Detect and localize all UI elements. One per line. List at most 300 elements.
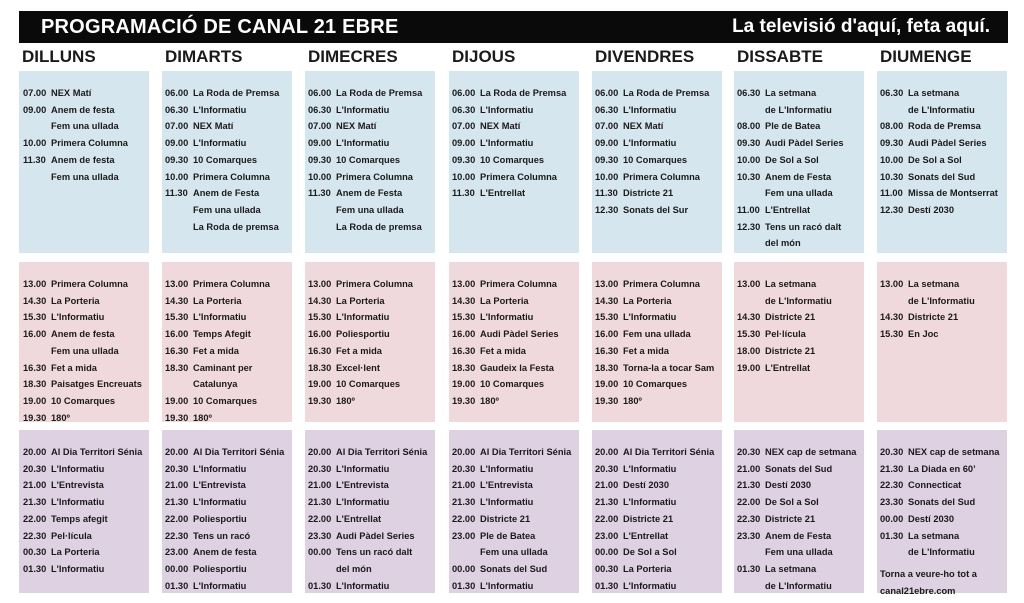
program-entry — [880, 185, 1007, 202]
program-title: Tens un racó dalt — [336, 547, 413, 558]
program-time — [308, 561, 336, 578]
program-entry — [737, 477, 864, 494]
afternoon-block — [877, 262, 1007, 422]
program-title: L'Informatiu — [193, 312, 247, 323]
program-title: L'Informatiu — [480, 104, 534, 115]
program-title: La setmana — [765, 279, 817, 289]
program-entry — [308, 444, 435, 461]
program-title: La Porteria — [51, 295, 100, 306]
program-time: 09.00 — [165, 138, 189, 149]
program-entry — [880, 202, 1007, 219]
program-title: L'Informatiu — [480, 580, 534, 591]
program-time: 11.30 — [308, 188, 331, 199]
morning-block — [162, 71, 292, 253]
program-entry — [737, 102, 864, 119]
program-time: 07.00 — [308, 121, 332, 132]
program-title: Anem de festa — [51, 154, 115, 165]
program-title: Ple de Batea — [480, 530, 536, 541]
program-entry — [308, 561, 435, 578]
program-title: L'Informatiu — [623, 497, 677, 508]
program-entry — [880, 326, 1007, 343]
program-title: NEX Matí — [623, 121, 664, 132]
program-entry — [452, 578, 579, 595]
program-title: Fem una ullada — [623, 329, 691, 340]
program-entry — [595, 360, 722, 377]
program-title: Sonats del Sud — [908, 497, 976, 508]
program-title: L'Entrellat — [765, 362, 811, 373]
program-title: de L'Informatiu — [908, 547, 975, 558]
program-entry — [308, 544, 435, 561]
program-time: 06.30 — [308, 104, 332, 115]
program-title: Connecticat — [908, 480, 962, 491]
program-title: La Porteria — [623, 295, 672, 306]
morning-block — [734, 71, 864, 253]
program-title: NEX Matí — [336, 121, 377, 132]
program-time: 15.30 — [23, 312, 47, 323]
program-title: Pel·lícula — [51, 530, 92, 541]
program-time: 21.00 — [452, 480, 476, 491]
program-entry — [308, 102, 435, 119]
program-time: 19.30 — [308, 395, 332, 406]
program-time: 07.00 — [165, 121, 189, 132]
program-entry — [737, 169, 864, 186]
program-entry — [165, 393, 292, 410]
program-entry — [737, 444, 864, 461]
program-entry — [880, 152, 1007, 169]
program-time: 09.30 — [880, 138, 904, 149]
program-time: 16.30 — [308, 345, 332, 356]
program-time: 14.30 — [880, 312, 904, 323]
program-title: L'Informatiu — [480, 463, 534, 474]
program-title: 10 Comarques — [336, 154, 401, 165]
program-time: 13.00 — [737, 279, 761, 289]
program-entry — [452, 511, 579, 528]
program-time — [165, 219, 193, 236]
program-title: Fem una ullada — [765, 547, 833, 558]
program-time — [737, 185, 765, 202]
program-time: 14.30 — [595, 295, 619, 306]
program-time: 18.30 — [165, 362, 189, 373]
program-entry — [165, 544, 292, 561]
program-title: L'Entrevista — [336, 480, 389, 491]
program-entry — [880, 118, 1007, 135]
program-title: Temps afegit — [51, 513, 108, 524]
program-entry — [737, 326, 864, 343]
program-entry — [595, 118, 722, 135]
program-time: 10.30 — [880, 171, 904, 182]
program-title: Ple de Batea — [765, 121, 821, 132]
program-time: 13.00 — [308, 279, 332, 289]
program-time: 11.30 — [23, 154, 46, 165]
program-time: 01.30 — [308, 580, 332, 591]
program-entry — [23, 276, 149, 293]
program-title: Audi Pàdel Series — [336, 530, 415, 541]
afternoon-block — [305, 262, 435, 422]
program-time: 09.30 — [737, 138, 761, 149]
program-time: 15.30 — [308, 312, 332, 323]
program-title: Primera Columna — [336, 279, 413, 289]
program-entry — [165, 578, 292, 595]
program-time: 07.00 — [452, 121, 476, 132]
program-time: 00.00 — [880, 513, 904, 524]
program-time: 20.30 — [23, 463, 47, 474]
program-time: 13.00 — [880, 279, 904, 289]
program-entry — [308, 528, 435, 545]
program-title: Primera Columna — [336, 171, 413, 182]
program-time: 22.30 — [737, 513, 761, 524]
afternoon-block — [19, 262, 149, 422]
program-entry — [165, 135, 292, 152]
program-title: Anem de Festa — [336, 188, 403, 199]
program-title: L'Informatiu — [336, 138, 390, 149]
program-title: Paisatges Encreuats — [51, 379, 142, 390]
program-entry — [23, 360, 149, 377]
program-time: 11.30 — [165, 188, 188, 199]
program-title: L'Informatiu — [193, 138, 247, 149]
program-entry — [308, 461, 435, 478]
program-time: 15.30 — [165, 312, 189, 323]
program-time: 21.30 — [737, 480, 761, 491]
program-title: Destí 2030 — [908, 513, 954, 524]
program-entry — [737, 528, 864, 545]
program-title: Sonats del Sud — [908, 171, 976, 182]
program-time: 11.00 — [737, 204, 760, 215]
program-time: 21.00 — [23, 480, 47, 491]
program-title: Sonats del Sur — [623, 204, 689, 215]
program-entry — [452, 360, 579, 377]
program-title: La Porteria — [480, 295, 529, 306]
program-entry — [880, 85, 1007, 102]
evening-block — [592, 430, 722, 593]
program-title: L'Entrevista — [480, 480, 533, 491]
program-time: 14.30 — [308, 295, 332, 306]
program-entry — [23, 544, 149, 561]
afternoon-block — [449, 262, 579, 422]
program-entry — [452, 544, 579, 561]
program-time: 15.30 — [737, 329, 761, 340]
program-entry — [308, 152, 435, 169]
program-entry — [595, 444, 722, 461]
program-entry — [452, 376, 579, 393]
program-time: 06.30 — [737, 88, 761, 98]
program-time: 22.00 — [737, 497, 761, 508]
program-time: 10.00 — [165, 171, 189, 182]
program-title: Caminant per — [193, 362, 253, 373]
program-time: 11.30 — [595, 188, 618, 199]
program-time: 18.30 — [452, 362, 476, 373]
program-time: 18.30 — [23, 379, 47, 390]
program-time: 15.30 — [452, 312, 476, 323]
program-title: De Sol a Sol — [623, 547, 677, 558]
program-title: Fem una ullada — [480, 547, 548, 558]
program-entry — [452, 293, 579, 310]
program-title: La Roda de premsa — [193, 221, 279, 232]
program-time: 19.00 — [23, 395, 47, 406]
program-entry — [23, 494, 149, 511]
program-time: 13.00 — [23, 279, 47, 289]
program-time: 21.00 — [308, 480, 332, 491]
program-entry — [308, 343, 435, 360]
program-entry — [165, 376, 292, 393]
program-title: Districte 21 — [623, 188, 674, 199]
program-time: 07.00 — [23, 88, 47, 98]
program-time: 21.30 — [308, 497, 332, 508]
program-entry — [880, 544, 1007, 561]
program-entry — [880, 276, 1007, 293]
afternoon-block — [734, 262, 864, 422]
program-entry — [452, 118, 579, 135]
program-time: 13.00 — [595, 279, 619, 289]
program-title: 10 Comarques — [336, 379, 401, 390]
program-entry — [452, 135, 579, 152]
program-entry — [595, 202, 722, 219]
program-time: 09.30 — [452, 154, 476, 165]
program-time: 19.00 — [595, 379, 619, 390]
program-entry — [23, 343, 149, 360]
day-header-diumenge: DIUMENGE — [880, 47, 972, 66]
program-title: Districte 21 — [765, 513, 816, 524]
program-title: Audi Pàdel Series — [765, 138, 844, 149]
program-time: 16.00 — [23, 329, 47, 340]
program-time: 14.30 — [452, 295, 476, 306]
program-title: L'Informatiu — [480, 312, 534, 323]
day-header-dimecres: DIMECRES — [308, 47, 398, 66]
program-title: La Porteria — [623, 563, 672, 574]
program-title: Anem de festa — [51, 104, 115, 115]
program-title: Audi Pàdel Series — [480, 329, 559, 340]
program-entry — [595, 326, 722, 343]
program-time: 15.30 — [595, 312, 619, 323]
program-title: Temps Afegit — [193, 329, 251, 340]
program-time: 23.00 — [165, 547, 189, 558]
program-entry — [595, 461, 722, 478]
program-title: En Joc — [908, 329, 939, 340]
program-time: 20.30 — [308, 463, 332, 474]
program-title: La Roda de Premsa — [193, 88, 280, 98]
program-time — [23, 118, 51, 135]
program-time: 09.30 — [165, 154, 189, 165]
program-time: 19.00 — [165, 395, 189, 406]
morning-block — [877, 71, 1007, 253]
program-entry — [595, 293, 722, 310]
program-title: La Roda de premsa — [336, 221, 422, 232]
program-time — [165, 376, 193, 393]
header-banner — [19, 11, 1008, 43]
program-time: 23.30 — [737, 530, 761, 541]
program-entry — [308, 202, 435, 219]
program-entry — [595, 578, 722, 595]
program-entry — [595, 544, 722, 561]
evening-block — [19, 430, 149, 593]
program-entry — [308, 376, 435, 393]
program-title: Anem de festa — [193, 547, 257, 558]
program-title: Fem una ullada — [51, 345, 119, 356]
program-time: 16.00 — [595, 329, 619, 340]
program-time: 00.30 — [595, 563, 619, 574]
program-title: Roda de Premsa — [908, 121, 981, 132]
program-entry — [880, 169, 1007, 186]
program-title: L'Informatiu — [336, 312, 390, 323]
program-entry — [880, 444, 1007, 461]
program-title: Fet a mida — [51, 362, 97, 373]
program-entry — [880, 511, 1007, 528]
program-time: 19.30 — [595, 395, 619, 406]
program-entry — [595, 276, 722, 293]
program-time: 13.00 — [165, 279, 189, 289]
program-title: 10 Comarques — [623, 154, 688, 165]
program-title: La Porteria — [336, 295, 385, 306]
program-entry — [452, 276, 579, 293]
program-entry — [165, 185, 292, 202]
program-time: 16.30 — [165, 345, 189, 356]
program-time: 06.00 — [452, 88, 476, 98]
program-entry — [737, 219, 864, 236]
morning-block — [19, 71, 149, 253]
program-time: 10.00 — [308, 171, 332, 182]
program-time: 12.30 — [737, 221, 761, 232]
program-time: 13.00 — [452, 279, 476, 289]
day-header-dilluns: DILLUNS — [22, 47, 96, 66]
program-title: Al Dia Territori Sénia — [51, 447, 143, 457]
program-title: Primera Columna — [193, 279, 270, 289]
program-time: 20.00 — [452, 447, 476, 457]
program-entry — [308, 494, 435, 511]
program-title: L'Entrellat — [765, 204, 811, 215]
program-title: La Roda de Premsa — [623, 88, 710, 98]
program-title: 10 Comarques — [51, 395, 116, 406]
program-time: 19.30 — [452, 395, 476, 406]
program-title: Fem una ullada — [51, 121, 119, 132]
website-note: Torna a veure-ho tot a — [880, 568, 977, 579]
program-title: 180º — [193, 412, 212, 423]
morning-block — [592, 71, 722, 253]
program-time: 22.30 — [165, 530, 189, 541]
program-entry — [595, 185, 722, 202]
program-entry — [452, 343, 579, 360]
program-entry — [165, 326, 292, 343]
program-title: L'Informatiu — [51, 312, 105, 323]
program-time: 21.30 — [452, 497, 476, 508]
program-entry — [308, 326, 435, 343]
program-time: 19.00 — [737, 362, 761, 373]
day-header-dimarts: DIMARTS — [165, 47, 243, 66]
program-title: Catalunya — [193, 379, 238, 390]
program-entry — [737, 343, 864, 360]
program-time: 22.30 — [880, 480, 904, 491]
program-title: Primera Columna — [480, 171, 557, 182]
program-entry — [23, 326, 149, 343]
program-title: Districte 21 — [623, 513, 674, 524]
program-time: 00.00 — [595, 547, 619, 558]
program-time: 21.30 — [23, 497, 47, 508]
program-time: 22.00 — [23, 513, 47, 524]
program-entry — [23, 477, 149, 494]
program-entry — [165, 309, 292, 326]
program-title: 180º — [623, 395, 642, 406]
program-title: Sonats del Sud — [480, 563, 548, 574]
program-entry — [23, 85, 149, 102]
program-entry — [165, 461, 292, 478]
program-entry — [165, 293, 292, 310]
program-title: Excel·lent — [336, 362, 380, 373]
program-title: L'Informatiu — [480, 138, 534, 149]
program-entry — [165, 85, 292, 102]
program-title: De Sol a Sol — [765, 154, 819, 165]
program-entry — [452, 528, 579, 545]
program-entry — [452, 309, 579, 326]
program-title: Al Dia Territori Sénia — [480, 447, 572, 457]
program-entry — [595, 376, 722, 393]
program-time: 20.00 — [165, 447, 189, 457]
program-entry — [165, 202, 292, 219]
program-time: 10.00 — [880, 154, 904, 165]
page-title: PROGRAMACIÓ DE CANAL 21 EBRE — [41, 15, 399, 38]
program-time: 15.30 — [880, 329, 904, 340]
program-title: Missa de Montserrat — [908, 188, 998, 199]
program-time: 20.00 — [308, 447, 332, 457]
program-entry — [165, 561, 292, 578]
program-title: Primera Columna — [623, 279, 700, 289]
program-time — [452, 544, 480, 561]
program-entry — [308, 85, 435, 102]
program-title: Destí 2030 — [765, 480, 811, 491]
program-title: La Porteria — [193, 295, 242, 306]
program-time: 23.00 — [595, 530, 619, 541]
program-title: L'Entrellat — [623, 530, 669, 541]
program-title: 10 Comarques — [623, 379, 688, 390]
program-entry — [595, 343, 722, 360]
program-title: Destí 2030 — [908, 204, 954, 215]
program-title: La setmana — [908, 88, 960, 98]
program-time: 10.00 — [23, 138, 47, 149]
program-title: Fem una ullada — [193, 204, 261, 215]
program-entry — [595, 494, 722, 511]
program-time: 01.30 — [737, 563, 761, 574]
program-time: 16.00 — [452, 329, 476, 340]
evening-block — [877, 430, 1007, 596]
program-entry — [452, 326, 579, 343]
program-time: 00.00 — [452, 563, 476, 574]
program-title: Tens un racó dalt — [765, 221, 842, 232]
program-entry — [23, 528, 149, 545]
program-entry — [595, 102, 722, 119]
program-time: 09.30 — [595, 154, 619, 165]
program-title: Fem una ullada — [51, 171, 119, 182]
program-time: 10.30 — [737, 171, 761, 182]
program-entry — [23, 118, 149, 135]
program-title: Torna-la a tocar Sam — [623, 362, 715, 373]
program-entry — [165, 118, 292, 135]
program-time: 16.00 — [308, 329, 332, 340]
program-title: L'Informatiu — [623, 580, 677, 591]
program-time: 01.30 — [452, 580, 476, 591]
program-entry — [880, 293, 1007, 310]
program-entry — [737, 185, 864, 202]
program-time: 00.00 — [165, 563, 189, 574]
program-title: L'Informatiu — [336, 497, 390, 508]
program-entry — [737, 152, 864, 169]
program-time — [23, 169, 51, 186]
program-time: 01.30 — [880, 530, 904, 541]
program-entry — [308, 169, 435, 186]
program-title: Districte 21 — [480, 513, 531, 524]
program-entry — [452, 461, 579, 478]
program-entry — [165, 410, 292, 427]
program-title: Audi Pàdel Series — [908, 138, 987, 149]
program-title: La Roda de Premsa — [336, 88, 423, 98]
program-title: La setmana — [908, 279, 960, 289]
program-time — [23, 343, 51, 360]
